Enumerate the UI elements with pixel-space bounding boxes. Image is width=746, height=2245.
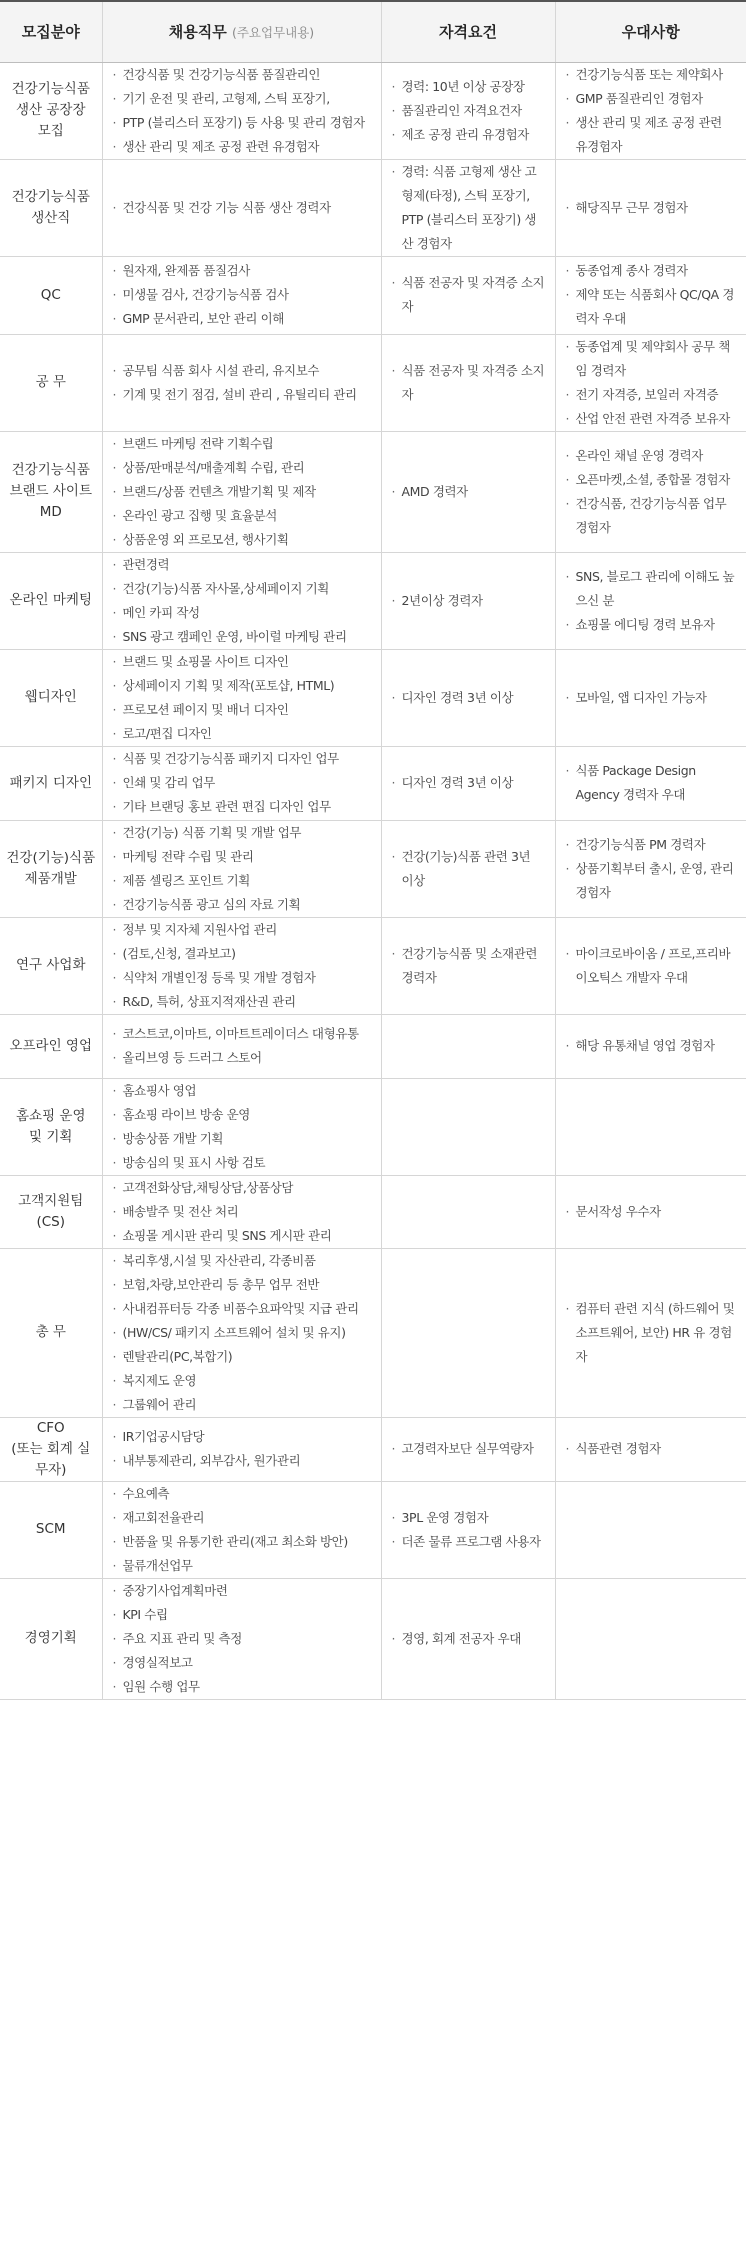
- qualification-list: [392, 160, 545, 256]
- duty-cell: [102, 820, 381, 917]
- qualification-cell: [381, 649, 555, 746]
- category-cell: [0, 256, 102, 334]
- category-line: QC: [40, 286, 61, 303]
- qualification-cell: [381, 1014, 555, 1078]
- qualification-list: [392, 1627, 545, 1651]
- header-duty-sub: (주요업무내용): [231, 25, 315, 41]
- duty-item: · 경영실적보고: [113, 1651, 371, 1675]
- duty-list: [113, 63, 371, 159]
- duty-cell: [102, 1078, 381, 1175]
- duty-list: [113, 359, 371, 407]
- preferred-item: · SNS, 블로그 관리에 이해도 높으신 분: [566, 565, 737, 613]
- duty-item: · 식품 및 건강기능식품 패키지 디자인 업무: [113, 747, 371, 771]
- preferred-cell: [555, 256, 746, 334]
- duty-cell: [102, 334, 381, 431]
- category-line: 총 무: [35, 1324, 66, 1340]
- qualification-item: · 더존 물류 프로그램 사용자: [392, 1530, 545, 1554]
- duty-item: · 상품/판매분석/매출계획 수립, 관리: [113, 456, 371, 480]
- qualification-list: [392, 359, 545, 407]
- qualification-cell: [381, 1417, 555, 1481]
- preferred-list: [566, 335, 737, 431]
- duty-list: [113, 821, 371, 917]
- table-row: [0, 256, 746, 334]
- duty-item: · 건강기능식품 광고 심의 자료 기획: [113, 893, 371, 917]
- preferred-cell: [555, 746, 746, 820]
- qualification-list: [392, 271, 545, 319]
- qualification-cell: [381, 334, 555, 431]
- preferred-cell: [555, 1078, 746, 1175]
- duty-item: · 마케팅 전략 수립 및 관리: [113, 845, 371, 869]
- duty-item: · 고객전화상담,채팅상담,상품상담: [113, 1176, 371, 1200]
- header-duty: [102, 1, 381, 62]
- duty-item: · (검토,신청, 결과보고): [113, 942, 371, 966]
- duty-item: · 기기 운전 및 관리, 고형제, 스틱 포장기,: [113, 87, 371, 111]
- preferred-item: · 문서작성 우수자: [566, 1200, 737, 1224]
- duty-item: · 원자재, 완제품 품질검사: [113, 259, 371, 283]
- duty-item: · 재고회전율관리: [113, 1506, 371, 1530]
- preferred-cell: [555, 552, 746, 649]
- duty-cell: [102, 1014, 381, 1078]
- qualification-list: [392, 686, 545, 710]
- category-cell: [0, 159, 102, 256]
- preferred-cell: [555, 1175, 746, 1248]
- qualification-cell: [381, 256, 555, 334]
- duty-cell: [102, 1481, 381, 1578]
- duty-item: · 건강(기능)식품 자사몰,상세페이지 기획: [113, 577, 371, 601]
- duty-item: · R&D, 특허, 상표지적재산권 관리: [113, 990, 371, 1014]
- duty-item: · 배송발주 및 전산 처리: [113, 1200, 371, 1224]
- table-row: [0, 820, 746, 917]
- qualification-cell: [381, 552, 555, 649]
- preferred-item: · 생산 관리 및 제조 공정 관련 유경험자: [566, 111, 737, 159]
- preferred-cell: [555, 431, 746, 552]
- category-line: 공 무: [35, 374, 66, 390]
- table-row: [0, 917, 746, 1014]
- qualification-item: · 품질관리인 자격요건자: [392, 99, 545, 123]
- qualification-cell: [381, 1481, 555, 1578]
- preferred-item: · GMP 품질관리인 경험자: [566, 87, 737, 111]
- qualification-item: · 경영, 회계 전공자 우대: [392, 1627, 545, 1651]
- category-line: MD: [39, 504, 62, 520]
- table-row: [0, 746, 746, 820]
- category-line: 브랜드 사이트: [9, 483, 93, 499]
- duty-item: · 브랜드/상품 컨텐츠 개발기획 및 제작: [113, 480, 371, 504]
- duty-list: [113, 259, 371, 331]
- preferred-item: · 식품관련 경험자: [566, 1437, 737, 1461]
- category-line: 생산직: [31, 209, 71, 226]
- category-cell: [0, 431, 102, 552]
- duty-item: · 물류개선업무: [113, 1554, 371, 1578]
- table-row: [0, 552, 746, 649]
- table-row: [0, 1175, 746, 1248]
- category-cell: [0, 1175, 102, 1248]
- duty-item: · 상품운영 외 프로모션, 행사기획: [113, 528, 371, 552]
- duty-item: · 사내컴퓨터등 각종 비품수요파악및 지급 관리: [113, 1297, 371, 1321]
- category-cell: [0, 62, 102, 159]
- qualification-cell: [381, 1078, 555, 1175]
- qualification-item: · 3PL 운영 경험자: [392, 1506, 545, 1530]
- category-cell: [0, 820, 102, 917]
- preferred-item: · 식품 Package Design Agency 경력자 우대: [566, 759, 737, 807]
- qualification-list: [392, 1437, 545, 1461]
- category-line: 건강기능식품: [11, 462, 90, 478]
- preferred-cell: [555, 1014, 746, 1078]
- table-row: [0, 159, 746, 256]
- preferred-item: · 동종업계 및 제약회사 공무 책임 경력자: [566, 335, 737, 383]
- preferred-list: [566, 565, 737, 637]
- qualification-cell: [381, 159, 555, 256]
- duty-item: · 홈쇼핑사 영업: [113, 1079, 371, 1103]
- duty-item: · 방송상품 개발 기획: [113, 1127, 371, 1151]
- qualification-cell: [381, 1578, 555, 1699]
- duty-list: [113, 1579, 371, 1699]
- category-cell: [0, 1481, 102, 1578]
- duty-item: · 공무팀 식품 회사 시설 관리, 유지보수: [113, 359, 371, 383]
- duty-item: · SNS 광고 캠페인 운영, 바이럴 마케팅 관리: [113, 625, 371, 649]
- duty-item: · 건강식품 및 건강기능식품 품질관리인: [113, 63, 371, 87]
- preferred-list: [566, 196, 737, 220]
- duty-cell: [102, 917, 381, 1014]
- preferred-item: · 상품기획부터 출시, 운영, 관리 경험자: [566, 857, 737, 905]
- duty-item: · 주요 지표 관리 및 측정: [113, 1627, 371, 1651]
- preferred-item: · 해당 유통채널 영업 경험자: [566, 1034, 737, 1058]
- duty-list: [113, 432, 371, 552]
- qualification-item: · 식품 전공자 및 자격증 소지자: [392, 359, 545, 407]
- table-row: [0, 649, 746, 746]
- preferred-cell: [555, 1578, 746, 1699]
- qualification-item: · 식품 전공자 및 자격증 소지자: [392, 271, 545, 319]
- duty-item: · 온라인 광고 집행 및 효율분석: [113, 504, 371, 528]
- preferred-list: [566, 444, 737, 540]
- preferred-item: · 온라인 채널 운영 경력자: [566, 444, 737, 468]
- preferred-cell: [555, 1481, 746, 1578]
- header-duty-label: 채용직무: [168, 23, 227, 42]
- duty-item: · 메인 카피 작성: [113, 601, 371, 625]
- duty-list: [113, 1079, 371, 1175]
- duty-cell: [102, 746, 381, 820]
- duty-item: · KPI 수립: [113, 1603, 371, 1627]
- duty-cell: [102, 256, 381, 334]
- preferred-cell: [555, 1417, 746, 1481]
- duty-item: · 기타 브랜딩 홍보 관련 편집 디자인 업무: [113, 795, 371, 819]
- category-line: 제품개발: [24, 870, 77, 887]
- header-row: [0, 1, 746, 62]
- duty-item: · 임원 수행 업무: [113, 1675, 371, 1699]
- preferred-list: [566, 1034, 737, 1058]
- category-line: 생산 공장장: [16, 102, 86, 118]
- duty-item: · 코스트코,이마트, 이마트트레이더스 대형유통: [113, 1022, 371, 1046]
- duty-item: · 제품 셀링즈 포인트 기획: [113, 869, 371, 893]
- duty-list: [113, 1425, 371, 1473]
- table-row: [0, 1078, 746, 1175]
- preferred-cell: [555, 649, 746, 746]
- preferred-list: [566, 1437, 737, 1461]
- duty-item: · 홈쇼핑 라이브 방송 운영: [113, 1103, 371, 1127]
- qualification-list: [392, 845, 545, 893]
- category-line: 건강기능식품: [11, 188, 90, 205]
- qualification-item: · 고경력자보단 실무역량자: [392, 1437, 545, 1461]
- header-preferred: 우대사항: [555, 1, 746, 62]
- preferred-item: · 모바일, 앱 디자인 가능자: [566, 686, 737, 710]
- qualification-cell: [381, 431, 555, 552]
- table-row: [0, 1417, 746, 1481]
- qualification-cell: [381, 917, 555, 1014]
- category-line: 오프라인 영업: [9, 1037, 93, 1054]
- qualification-item: · 제조 공정 관리 유경험자: [392, 123, 545, 147]
- category-cell: [0, 1078, 102, 1175]
- header-field: 모집분야: [0, 1, 102, 62]
- table-row: [0, 1481, 746, 1578]
- duty-item: · 쇼핑몰 게시판 관리 및 SNS 게시판 관리: [113, 1224, 371, 1248]
- preferred-item: · 동종업계 종사 경력자: [566, 259, 737, 283]
- duty-item: · IR기업공시담당: [113, 1425, 371, 1449]
- duty-list: [113, 1176, 371, 1248]
- duty-cell: [102, 552, 381, 649]
- category-line: (CS): [36, 1213, 66, 1230]
- category-line: 건강기능식품: [11, 81, 90, 97]
- category-line: 경영기획: [24, 1630, 77, 1646]
- table-row: [0, 1014, 746, 1078]
- category-cell: [0, 552, 102, 649]
- duty-item: · 건강식품 및 건강 기능 식품 생산 경력자: [113, 196, 371, 220]
- duty-item: · 식약처 개별인정 등록 및 개발 경험자: [113, 966, 371, 990]
- qualification-item: · 건강(기능)식품 관련 3년 이상: [392, 845, 545, 893]
- duty-item: · 그룹웨어 관리: [113, 1393, 371, 1417]
- preferred-item: · 전기 자격증, 보일러 자격증: [566, 383, 737, 407]
- qualification-cell: [381, 746, 555, 820]
- category-line: 패키지 디자인: [9, 774, 93, 791]
- duty-item: · 올리브영 등 드러그 스토어: [113, 1046, 371, 1070]
- category-line: 및 기획: [29, 1128, 73, 1145]
- category-cell: [0, 746, 102, 820]
- duty-item: · 관련경력: [113, 553, 371, 577]
- duty-item: · 방송심의 및 표시 사항 검토: [113, 1151, 371, 1175]
- duty-item: · 브랜드 및 쇼핑몰 사이트 디자인: [113, 650, 371, 674]
- preferred-item: · 오픈마켓,소셜, 종합몰 경험자: [566, 468, 737, 492]
- preferred-item: · 건강기능식품 PM 경력자: [566, 833, 737, 857]
- duty-item: · PTP (블리스터 포장기) 등 사용 및 관리 경험자: [113, 111, 371, 135]
- qualification-item: · 디자인 경력 3년 이상: [392, 771, 545, 795]
- duty-item: · (HW/CS/ 패키지 소프트웨어 설치 및 유지): [113, 1321, 371, 1345]
- header-qualification: 자격요건: [381, 1, 555, 62]
- category-cell: [0, 1014, 102, 1078]
- qualification-item: · 2년이상 경력자: [392, 589, 545, 613]
- duty-item: · 상세페이지 기획 및 제작(포토샵, HTML): [113, 674, 371, 698]
- duty-list: [113, 196, 371, 220]
- preferred-item: · 건강기능식품 또는 제약회사: [566, 63, 737, 87]
- category-line: (또는 회계 실무자): [11, 1440, 91, 1478]
- qualification-item: · 경력: 10년 이상 공장장: [392, 75, 545, 99]
- duty-list: [113, 747, 371, 819]
- preferred-list: [566, 259, 737, 331]
- duty-item: · 수요예측: [113, 1482, 371, 1506]
- category-cell: [0, 917, 102, 1014]
- preferred-cell: [555, 159, 746, 256]
- category-line: 연구 사업화: [16, 957, 86, 973]
- category-line: 모집: [37, 123, 64, 139]
- qualification-list: [392, 75, 545, 147]
- qualification-list: [392, 589, 545, 613]
- qualification-list: [392, 1506, 545, 1554]
- category-cell: [0, 1248, 102, 1417]
- category-line: 고객지원팀: [18, 1192, 84, 1209]
- category-line: 온라인 마케팅: [9, 592, 93, 608]
- duty-item: · 생산 관리 및 제조 공정 관련 유경험자: [113, 135, 371, 159]
- preferred-list: [566, 833, 737, 905]
- qualification-list: [392, 771, 545, 795]
- table-row: [0, 431, 746, 552]
- category-line: SCM: [35, 1521, 66, 1537]
- qualification-item: · AMD 경력자: [392, 480, 545, 504]
- category-cell: [0, 1417, 102, 1481]
- preferred-item: · 제약 또는 식품회사 QC/QA 경력자 우대: [566, 283, 737, 331]
- preferred-list: [566, 1297, 737, 1369]
- qualification-cell: [381, 1175, 555, 1248]
- duty-list: [113, 918, 371, 1014]
- duty-cell: [102, 1578, 381, 1699]
- qualification-cell: [381, 62, 555, 159]
- category-cell: [0, 334, 102, 431]
- qualification-item: · 디자인 경력 3년 이상: [392, 686, 545, 710]
- duty-item: · GMP 문서관리, 보안 관리 이해: [113, 307, 371, 331]
- preferred-cell: [555, 334, 746, 431]
- duty-list: [113, 1482, 371, 1578]
- preferred-cell: [555, 820, 746, 917]
- duty-cell: [102, 1417, 381, 1481]
- table-row: [0, 334, 746, 431]
- category-line: 홈쇼핑 운영: [16, 1107, 86, 1124]
- qualification-item: · 건강기능식품 및 소재관련 경력자: [392, 942, 545, 990]
- preferred-item: · 산업 안전 관련 자격증 보유자: [566, 407, 737, 431]
- duty-list: [113, 650, 371, 746]
- preferred-cell: [555, 1248, 746, 1417]
- table-row: [0, 62, 746, 159]
- duty-item: · 브랜드 마케팅 전략 기획수립: [113, 432, 371, 456]
- duty-item: · 렌탈관리(PC,복합기): [113, 1345, 371, 1369]
- preferred-cell: [555, 917, 746, 1014]
- duty-item: · 건강(기능) 식품 기획 및 개발 업무: [113, 821, 371, 845]
- preferred-cell: [555, 62, 746, 159]
- duty-item: · 정부 및 지자체 지원사업 관리: [113, 918, 371, 942]
- qualification-item: · 경력: 식품 고형제 생산 고형제(타정), 스틱 포장기, PTP (블리스터 포장기) 생산 경험자: [392, 160, 545, 256]
- duty-cell: [102, 159, 381, 256]
- duty-item: · 복지제도 운영: [113, 1369, 371, 1393]
- duty-list: [113, 1022, 371, 1070]
- preferred-item: · 해당직무 근무 경험자: [566, 196, 737, 220]
- preferred-item: · 컴퓨터 관련 지식 (하드웨어 및 소프트웨어, 보안) HR 유 경험자: [566, 1297, 737, 1369]
- preferred-item: · 마이크로바이옴 / 프로,프리바이오틱스 개발자 우대: [566, 942, 737, 990]
- qualification-list: [392, 942, 545, 990]
- qualification-cell: [381, 1248, 555, 1417]
- qualification-cell: [381, 820, 555, 917]
- duty-item: · 프로모션 페이지 및 배너 디자인: [113, 698, 371, 722]
- table-row: [0, 1248, 746, 1417]
- qualification-list: [392, 480, 545, 504]
- duty-cell: [102, 431, 381, 552]
- preferred-list: [566, 759, 737, 807]
- duty-item: · 인쇄 및 감리 업무: [113, 771, 371, 795]
- duty-item: · 보험,차량,보안관리 등 총무 업무 전반: [113, 1273, 371, 1297]
- duty-item: · 로고/편집 디자인: [113, 722, 371, 746]
- preferred-item: · 쇼핑몰 에디팅 경력 보유자: [566, 613, 737, 637]
- duty-list: [113, 553, 371, 649]
- duty-cell: [102, 1248, 381, 1417]
- duty-item: · 내부통제관리, 외부감사, 원가관리: [113, 1449, 371, 1473]
- preferred-list: [566, 942, 737, 990]
- duty-item: · 미생물 검사, 건강기능식품 검사: [113, 283, 371, 307]
- duty-item: · 중장기사업계획마련: [113, 1579, 371, 1603]
- category-cell: [0, 649, 102, 746]
- duty-item: · 반품율 및 유통기한 관리(재고 최소화 방안): [113, 1530, 371, 1554]
- table-row: [0, 1578, 746, 1699]
- category-cell: [0, 1578, 102, 1699]
- category-line: 건강(기능)식품: [6, 849, 96, 866]
- duty-list: [113, 1249, 371, 1417]
- duty-cell: [102, 62, 381, 159]
- preferred-list: [566, 63, 737, 159]
- category-line: 웹디자인: [24, 689, 77, 705]
- duty-cell: [102, 1175, 381, 1248]
- preferred-list: [566, 1200, 737, 1224]
- preferred-item: · 건강식품, 건강기능식품 업무 경험자: [566, 492, 737, 540]
- duty-cell: [102, 649, 381, 746]
- duty-item: · 기계 및 전기 점검, 설비 관리 , 유틸리티 관리: [113, 383, 371, 407]
- duty-item: · 복리후생,시설 및 자산관리, 각종비품: [113, 1249, 371, 1273]
- category-line: CFO: [36, 1419, 65, 1436]
- preferred-list: [566, 686, 737, 710]
